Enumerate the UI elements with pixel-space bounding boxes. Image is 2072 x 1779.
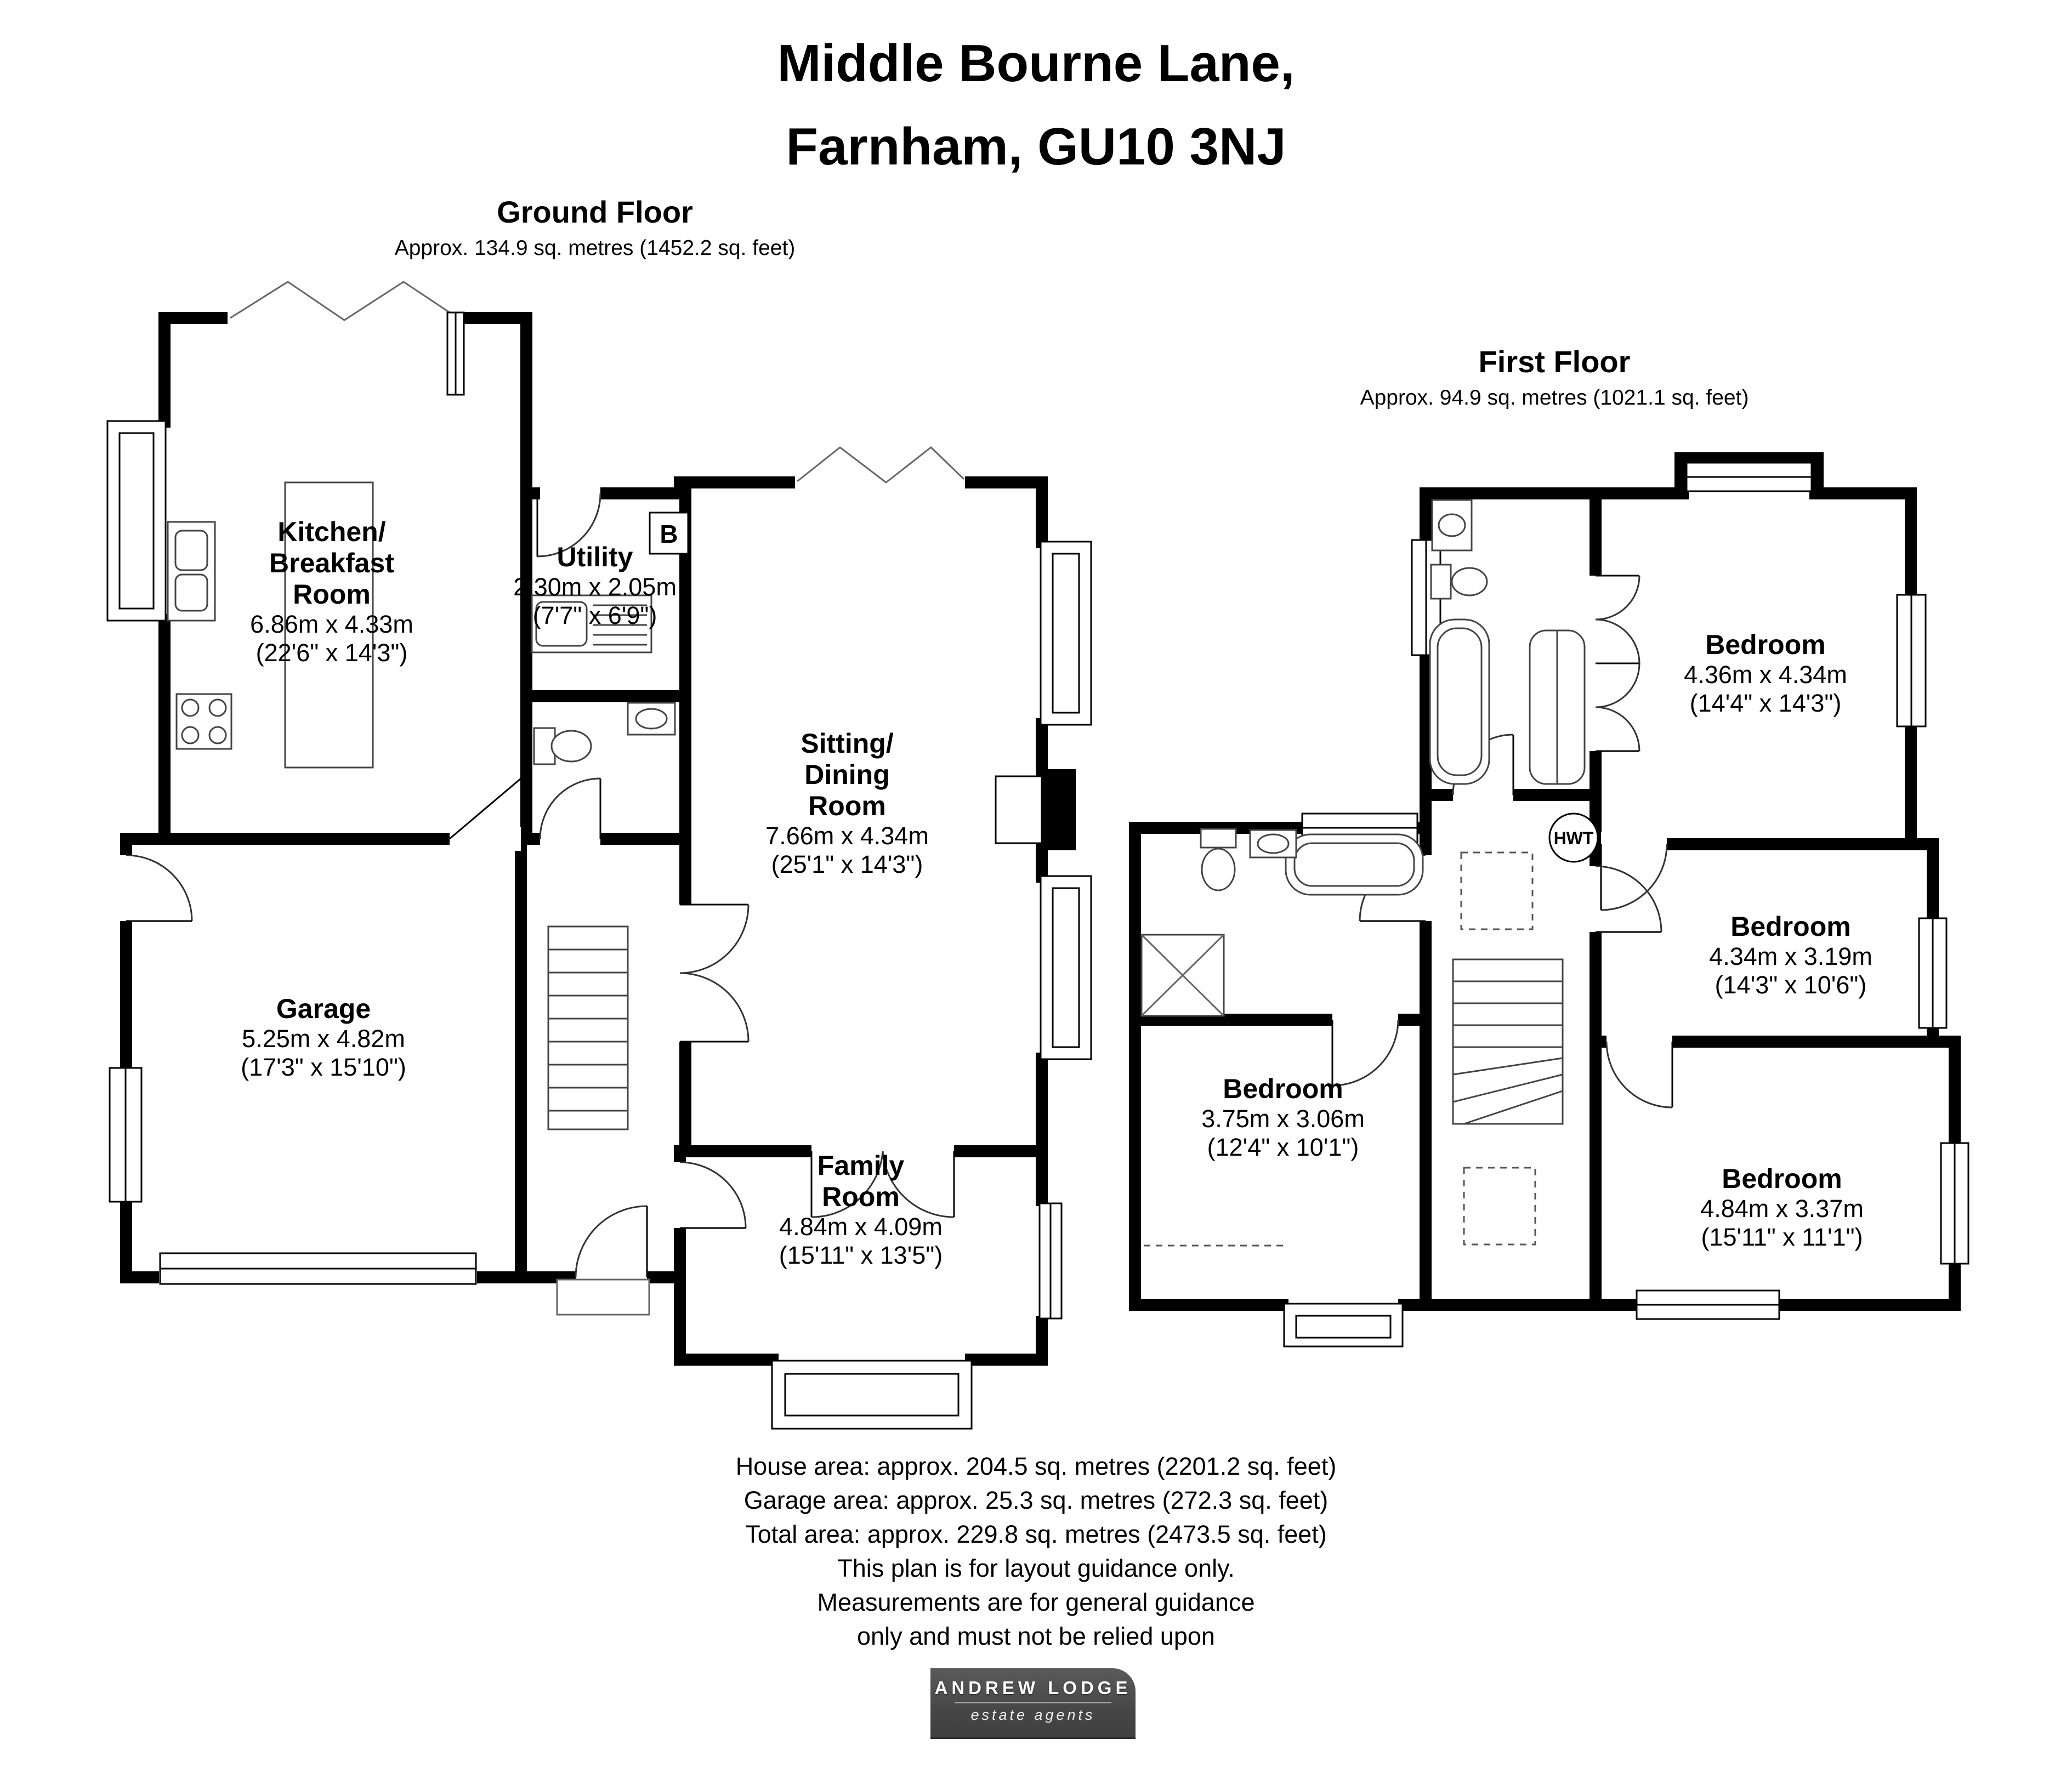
garage-name: Garage (276, 993, 371, 1024)
entrance-porch (557, 1280, 649, 1315)
bedroom-left-name: Bedroom (1223, 1073, 1343, 1104)
logo-divider (955, 1702, 1111, 1703)
utility-imperial: (7'7" x 6'9") (532, 601, 657, 629)
bedroom-top-right-outline (1596, 493, 1911, 844)
bedroom-bottom-right-imperial: (15'11" x 11'1") (1701, 1223, 1863, 1251)
bedroom-left-imperial: (12'4" x 10'1") (1207, 1133, 1359, 1161)
ground-floor-heading-block (376, 195, 814, 263)
property-title-line2: Farnham, GU10 3NJ (786, 117, 1286, 176)
disclaimer-line2: Measurements are for general guidance (817, 1588, 1255, 1616)
kitchen-metric: 6.86m x 4.33m (250, 610, 413, 638)
ensuite-toilet-cistern (1431, 565, 1451, 599)
sitting-room-outline (680, 482, 1042, 1151)
bedroom-mid-right-imperial: (14'3" x 10'6") (1715, 971, 1867, 999)
fireplace-hearth (996, 776, 1042, 843)
utility-sink (536, 602, 587, 646)
fireplace-chimney (1041, 769, 1076, 850)
bathroom-toilet-cistern (1201, 829, 1236, 848)
estate-agent-logo (930, 1668, 1136, 1739)
bedroom-top-right-name: Bedroom (1705, 629, 1826, 660)
bedroom-top-right-imperial: (14'4" x 14'3") (1689, 689, 1842, 717)
bedroom-mid-right-metric: 4.34m x 3.19m (1709, 942, 1872, 970)
basin (636, 709, 667, 729)
bathroom-toilet (1202, 849, 1235, 890)
kitchen-island (285, 482, 373, 768)
property-title (0, 22, 2072, 189)
disclaimer-line1: This plan is for layout guidance only. (837, 1554, 1235, 1582)
bedroom-bottom-right-outline (1596, 1042, 1955, 1305)
first-floor-plan (1124, 439, 2072, 1425)
family-room-outline (680, 1151, 1042, 1360)
first-floor-staircase (1453, 959, 1563, 1124)
boiler-label: B (660, 520, 678, 548)
first-floor-heading: First Floor (1478, 344, 1631, 379)
toilet (552, 731, 591, 761)
agent-name: ANDREW LODGE (934, 1678, 1132, 1698)
disclaimer-line3: only and must not be relied upon (857, 1622, 1215, 1650)
family-room-imperial: (15'11" x 13'5") (779, 1241, 943, 1269)
bedroom-mid-right-outline (1596, 844, 1933, 1042)
footer-block (0, 1450, 2072, 1653)
bedroom-top-right-metric: 4.36m x 4.34m (1684, 661, 1847, 689)
bedroom-bottom-right-metric: 4.84m x 3.37m (1700, 1195, 1864, 1223)
hot-water-tank-label: HWT (1553, 828, 1594, 848)
agent-tagline: estate agents (970, 1707, 1095, 1723)
staircase (548, 927, 628, 1129)
ensuite-toilet (1452, 568, 1487, 595)
sitting-room-imperial: (25'1" x 14'3") (771, 850, 923, 878)
garage-metric: 5.25m x 4.82m (242, 1025, 405, 1053)
kitchen-name: Kitchen/ Breakfast Room (269, 516, 394, 610)
bedroom-bottom-right-name: Bedroom (1722, 1163, 1842, 1194)
bedroom-mid-right-name: Bedroom (1730, 911, 1851, 942)
first-floor-heading-block (1335, 344, 1774, 412)
family-room-name: Family Room (817, 1150, 905, 1212)
sitting-room-metric: 7.66m x 4.34m (765, 822, 929, 850)
house-area-line: House area: approx. 204.5 sq. metres (2201.2 sq. feet) (735, 1452, 1337, 1480)
first-floor-walls (1135, 458, 1955, 1305)
ground-floor-heading: Ground Floor (497, 195, 693, 229)
ground-floor-plan (99, 274, 1097, 1458)
garage-area-line: Garage area: approx. 25.3 sq. metres (272.3 sq. feet) (743, 1486, 1329, 1514)
utility-name: Utility (557, 542, 633, 572)
bedroom-left-metric: 3.75m x 3.06m (1201, 1105, 1365, 1133)
garage-imperial: (17'3" x 15'10") (241, 1053, 406, 1081)
property-title-line1: Middle Bourne Lane, (777, 34, 1295, 93)
kitchen-imperial: (22'6" x 14'3") (256, 639, 408, 667)
sitting-room-name: Sitting/ Dining Room (801, 728, 894, 821)
first-floor-area: Approx. 94.9 sq. metres (1021.1 sq. feet) (1360, 386, 1749, 410)
garage-room-outline (126, 839, 521, 1277)
total-area-line: Total area: approx. 229.8 sq. metres (2473.5 sq. feet) (745, 1520, 1327, 1548)
family-room-metric: 4.84m x 4.09m (779, 1213, 943, 1241)
ground-floor-area: Approx. 134.9 sq. metres (1452.2 sq. feet) (394, 236, 796, 260)
utility-metric: 2.30m x 2.05m (513, 573, 677, 601)
